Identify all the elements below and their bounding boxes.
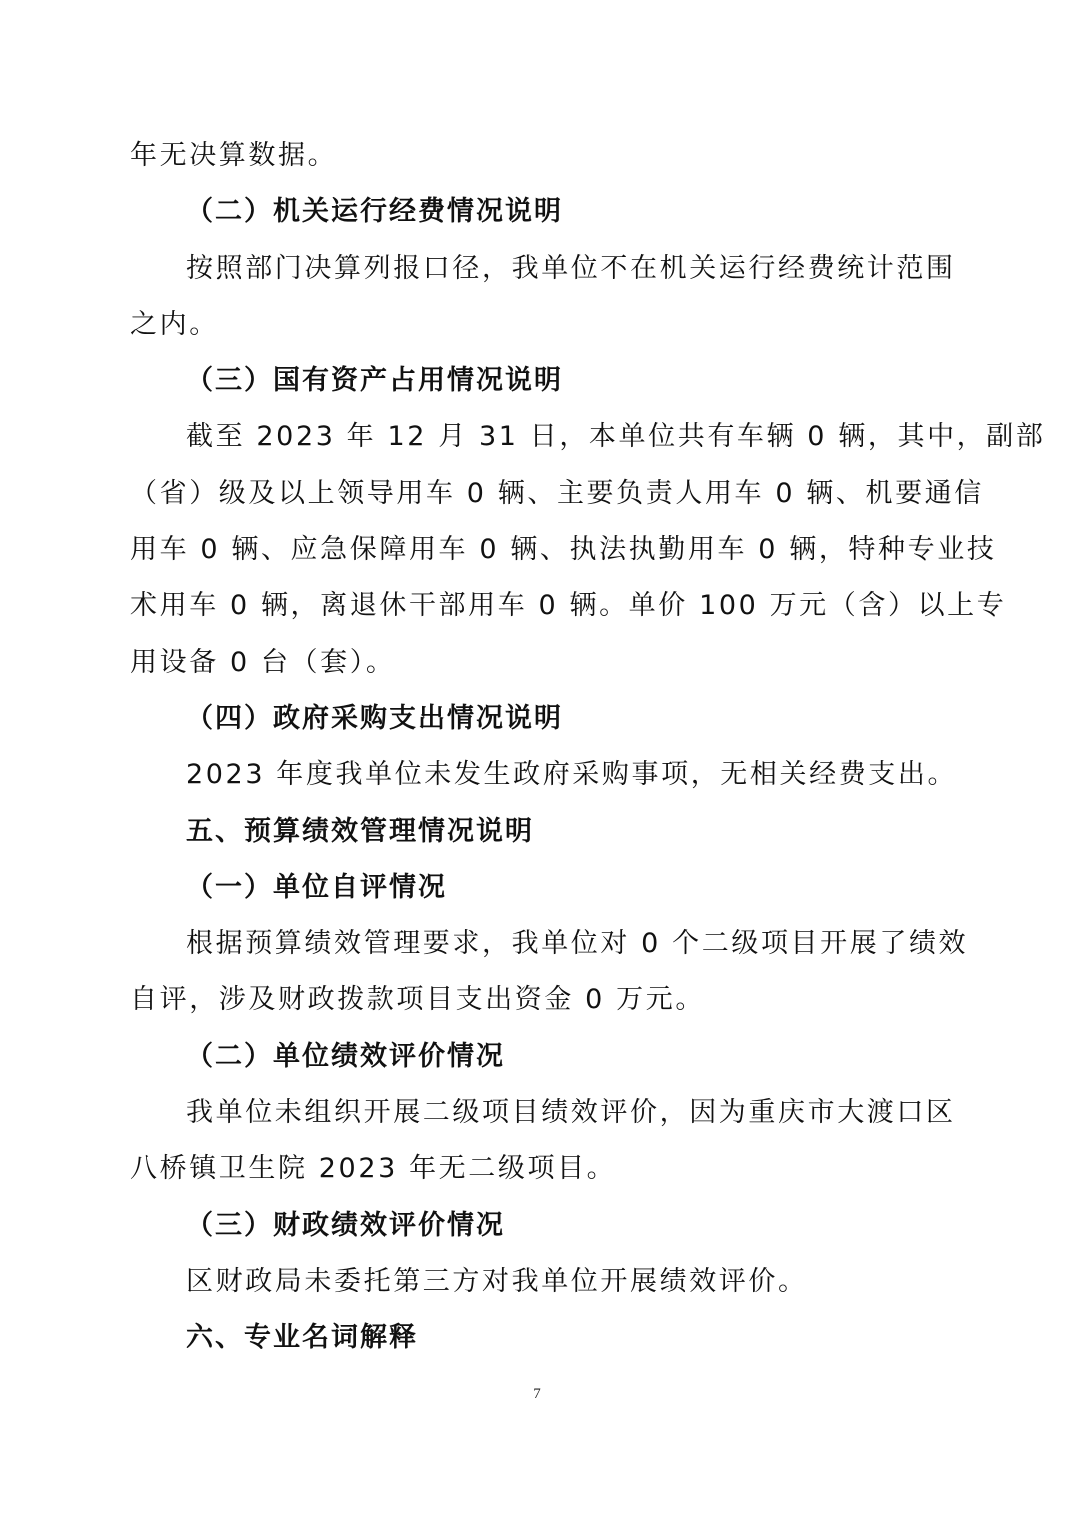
subsection-heading: （一）单位自评情况	[186, 871, 447, 903]
page-number: 7	[533, 1386, 541, 1402]
subsection-heading: （二）机关运行经费情况说明	[186, 196, 563, 228]
paragraph-line: 自评，涉及财政拨款项目支出资金 0 万元。	[130, 984, 705, 1016]
subsection-heading: （三）财政绩效评价情况	[186, 1209, 505, 1241]
paragraph-line: 按照部门决算列报口径，我单位不在机关运行经费统计范围	[186, 252, 956, 284]
paragraph-line: 我单位未组织开展二级项目绩效评价，因为重庆市大渡口区	[186, 1097, 956, 1129]
paragraph-line: 2023 年度我单位未发生政府采购事项，无相关经费支出。	[186, 759, 958, 791]
subsection-heading: （四）政府采购支出情况说明	[186, 702, 563, 734]
paragraph-line: 用设备 0 台（套）。	[130, 646, 396, 678]
paragraph-line: （省）级及以上领导用车 0 辆、主要负责人用车 0 辆、机要通信	[130, 477, 984, 509]
section-heading: 五、预算绩效管理情况说明	[186, 815, 534, 847]
paragraph-line: 年无决算数据。	[130, 140, 338, 171]
paragraph-line: 用车 0 辆、应急保障用车 0 辆、执法执勤用车 0 辆，特种专业技	[130, 534, 997, 566]
paragraph-line: 截至 2023 年 12 月 31 日，本单位共有车辆 0 辆，其中，副部	[186, 421, 1046, 453]
subsection-heading: （二）单位绩效评价情况	[186, 1040, 505, 1072]
subsection-heading: （三）国有资产占用情况说明	[186, 365, 563, 397]
paragraph-line: 八桥镇卫生院 2023 年无二级项目。	[130, 1153, 617, 1185]
paragraph-line: 术用车 0 辆，离退休干部用车 0 辆。单价 100 万元（含）以上专	[130, 590, 1007, 622]
page-body	[130, 128, 1046, 1367]
paragraph-line: 区财政局未委托第三方对我单位开展绩效评价。	[186, 1265, 808, 1297]
paragraph-line: 之内。	[130, 308, 219, 340]
section-heading: 六、专业名词解释	[186, 1322, 418, 1354]
paragraph-line: 根据预算绩效管理要求，我单位对 0 个二级项目开展了绩效	[186, 928, 969, 960]
